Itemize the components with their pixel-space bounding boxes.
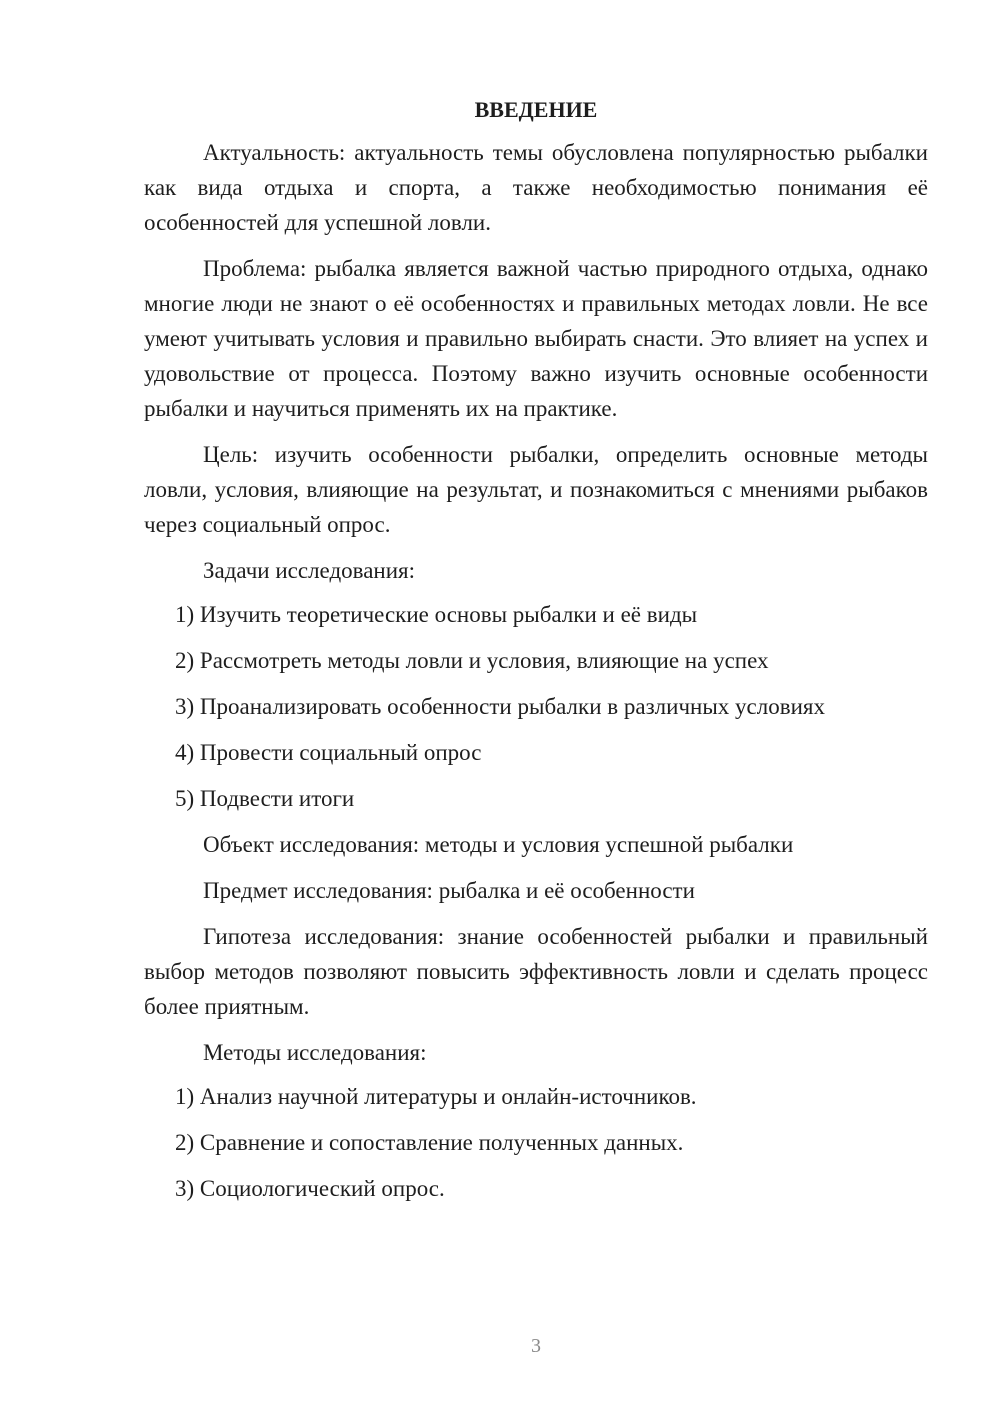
- problem-paragraph: Проблема: рыбалка является важной частью природного отдыха, однако многие люди не знают о её особенностях и правильных методах ловли. Не все умеют учитывать условия и правильно выбирать снасти. Это влияет на успех и удовольствие от процесса. Поэтому важно изучить основные особенности рыбалки и научиться применять их на практике.: [144, 256, 928, 421]
- tasks-title: Задачи исследования:: [203, 558, 416, 583]
- method-item: 2) Сравнение и сопоставление полученных данных.: [175, 1130, 684, 1155]
- task-item: 2) Рассмотреть методы ловли и условия, влияющие на успех: [175, 648, 769, 673]
- task-item: 5) Подвести итоги: [175, 786, 355, 811]
- page-number: 3: [531, 1335, 541, 1357]
- subject-paragraph: Предмет исследования: рыбалка и её особенности: [203, 878, 695, 903]
- section-heading: ВВЕДЕНИЕ: [474, 97, 598, 122]
- task-item: 4) Провести социальный опрос: [175, 740, 482, 765]
- task-item: 1) Изучить теоретические основы рыбалки и её виды: [175, 602, 698, 627]
- task-item: 3) Проанализировать особенности рыбалки в различных условиях: [175, 694, 825, 719]
- method-item: 1) Анализ научной литературы и онлайн-источников.: [175, 1084, 697, 1109]
- method-item: 3) Социологический опрос.: [175, 1176, 445, 1201]
- page-content: [144, 90, 928, 1217]
- methods-title: Методы исследования:: [203, 1040, 427, 1065]
- hypothesis-paragraph: Гипотеза исследования: знание особенностей рыбалки и правильный выбор методов позволяют повысить эффективность ловли и сделать процесс более приятным.: [144, 924, 928, 1019]
- goal-paragraph: Цель: изучить особенности рыбалки, определить основные методы ловли, условия, влияющие на результат, и познакомиться с мнениями рыбаков через социальный опрос.: [144, 442, 928, 537]
- object-paragraph: Объект исследования: методы и условия успешной рыбалки: [203, 832, 794, 857]
- relevance-paragraph: Актуальность: актуальность темы обусловлена популярностью рыбалки как вида отдыха и спорта, а также необходимостью понимания её особенностей для успешной ловли.: [144, 140, 928, 235]
